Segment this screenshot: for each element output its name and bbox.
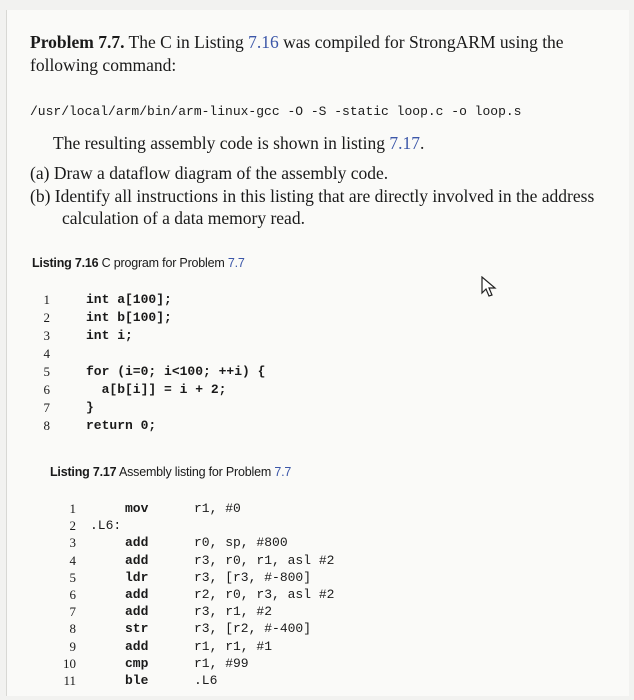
code-line: for (i=0; i<100; ++i) { [86, 364, 266, 379]
code-line: int i; [86, 328, 133, 343]
asm-opcode: mov [125, 501, 149, 516]
line-number: 6 [69, 587, 76, 602]
asm-operands: .L6 [194, 673, 218, 688]
asm-label: .L6: [90, 518, 122, 533]
line-number: 1 [69, 501, 76, 516]
listing-ref-7-17[interactable]: 7.17 [389, 133, 420, 153]
caption-label: Listing 7.16 [32, 256, 99, 270]
item-b-marker: (b) [30, 186, 51, 206]
asm-opcode: add [125, 587, 149, 602]
result-line [53, 133, 424, 154]
asm-operands: r0, sp, #800 [194, 535, 288, 550]
line-number: 3 [43, 328, 50, 343]
line-number: 4 [69, 553, 76, 568]
asm-operands: r1, #0 [194, 501, 241, 516]
line-number: 5 [43, 364, 50, 379]
line-number: 4 [43, 346, 50, 361]
line-number: 8 [69, 621, 76, 636]
item-b-text-cont: calculation of a data memory read. [62, 208, 305, 228]
problem-label: Problem 7.7. [30, 32, 125, 52]
item-b [30, 186, 594, 207]
asm-operands: r3, [r3, #-800] [194, 570, 312, 585]
line-number: 10 [63, 656, 76, 671]
line-number: 2 [43, 310, 50, 325]
line-number: 9 [69, 639, 76, 654]
listing-7-16-caption [32, 256, 245, 270]
line-number: 7 [43, 400, 50, 415]
problem-intro-b: was compiled for StrongARM using the [278, 32, 564, 52]
code-line: } [86, 400, 94, 415]
result-text-b: . [419, 133, 425, 153]
asm-opcode: add [125, 639, 149, 654]
asm-opcode: ble [125, 673, 149, 688]
caption-ref[interactable]: 7.7 [274, 465, 292, 479]
line-number: 3 [69, 535, 76, 550]
problem-line-1 [30, 32, 564, 53]
asm-opcode: add [125, 553, 149, 568]
line-number: 6 [43, 382, 50, 397]
item-a [30, 163, 388, 184]
listing-7-17-caption [50, 465, 291, 479]
caption-text: C program for Problem [98, 256, 228, 270]
asm-operands: r1, r1, #1 [194, 639, 273, 654]
caption-text: Assembly listing for Problem [116, 465, 275, 479]
line-number: 11 [63, 673, 76, 688]
mouse-pointer-icon [481, 276, 499, 303]
problem-line-2: following command: [30, 55, 177, 75]
asm-opcode: add [125, 604, 149, 619]
asm-operands: r3, r0, r1, asl #2 [194, 553, 335, 568]
caption-label: Listing 7.17 [50, 465, 117, 479]
item-a-marker: (a) [30, 163, 50, 183]
asm-opcode: cmp [125, 656, 149, 671]
asm-operands: r3, r1, #2 [194, 604, 273, 619]
result-text-a: The resulting assembly code is shown in listing [53, 133, 390, 153]
item-a-text: Draw a dataflow diagram of the assembly code. [53, 163, 389, 183]
line-number: 2 [69, 518, 76, 533]
code-line: a[b[i]] = i + 2; [86, 382, 227, 397]
asm-opcode: ldr [125, 570, 149, 585]
item-b-text: Identify all instructions in this listing that are directly involved in the address [54, 186, 595, 206]
compile-command: /usr/local/arm/bin/arm-linux-gcc -O -S -static loop.c -o loop.s [30, 104, 522, 119]
code-line: int a[100]; [86, 292, 172, 307]
code-line: return 0; [86, 418, 157, 433]
line-number: 5 [69, 570, 76, 585]
code-line: int b[100]; [86, 310, 172, 325]
line-number: 8 [43, 418, 50, 433]
asm-operands: r2, r0, r3, asl #2 [194, 587, 335, 602]
problem-intro-a: The C in Listing [128, 32, 249, 52]
line-number: 1 [43, 292, 50, 307]
line-number: 7 [69, 604, 76, 619]
asm-opcode: str [125, 621, 149, 636]
asm-opcode: add [125, 535, 149, 550]
asm-operands: r1, #99 [194, 656, 249, 671]
listing-ref-7-16[interactable]: 7.16 [248, 32, 279, 52]
asm-operands: r3, [r2, #-400] [194, 621, 312, 636]
caption-ref[interactable]: 7.7 [227, 256, 245, 270]
